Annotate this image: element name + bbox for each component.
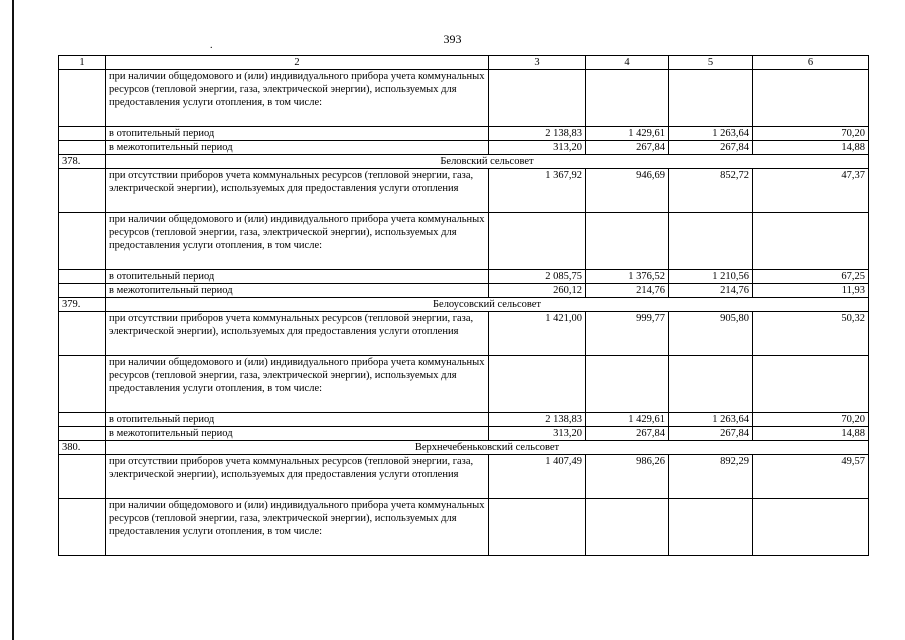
scan-dot: . bbox=[210, 40, 213, 51]
table-row bbox=[59, 356, 869, 413]
header-cell: 6 bbox=[753, 56, 869, 70]
row-label: при наличии общедомового и (или) индивидуального прибора учета коммунальных ресурсов (тепловой энергии, газа, электрической энергии), используемых для предоставления услуги отопления, в том числе: bbox=[106, 356, 489, 413]
value-cell: 1 376,52 bbox=[586, 270, 669, 284]
value-cell: 1 407,49 bbox=[489, 455, 586, 499]
section-row bbox=[59, 298, 869, 312]
table-row bbox=[59, 413, 869, 427]
value-cell: 986,26 bbox=[586, 455, 669, 499]
header-cell: 5 bbox=[669, 56, 753, 70]
scan-edge-bar bbox=[12, 0, 14, 640]
value-cell: 267,84 bbox=[586, 427, 669, 441]
row-label: при наличии общедомового и (или) индивидуального прибора учета коммунальных ресурсов (тепловой энергии, газа, электрической энергии), используемых для предоставления услуги отопления, в том числе: bbox=[106, 70, 489, 127]
section-number: 378. bbox=[59, 155, 106, 169]
row-label: при наличии общедомового и (или) индивидуального прибора учета коммунальных ресурсов (тепловой энергии, газа, электрической энергии), используемых для предоставления услуги отопления, в том числе: bbox=[106, 213, 489, 270]
table-row bbox=[59, 169, 869, 213]
row-label: при наличии общедомового и (или) индивидуального прибора учета коммунальных ресурсов (тепловой энергии, газа, электрической энергии), используемых для предоставления услуги отопления, в том числе: bbox=[106, 499, 489, 556]
value-cell: 892,29 bbox=[669, 455, 753, 499]
value-cell: 1 429,61 bbox=[586, 413, 669, 427]
value-cell: 2 085,75 bbox=[489, 270, 586, 284]
header-cell: 1 bbox=[59, 56, 106, 70]
table-row bbox=[59, 284, 869, 298]
value-cell: 260,12 bbox=[489, 284, 586, 298]
value-cell: 313,20 bbox=[489, 141, 586, 155]
section-title: Беловский сельсовет bbox=[106, 155, 869, 169]
header-cell: 4 bbox=[586, 56, 669, 70]
value-cell: 11,93 bbox=[753, 284, 869, 298]
table-row bbox=[59, 312, 869, 356]
value-cell: 905,80 bbox=[669, 312, 753, 356]
row-label: в межотопительный период bbox=[106, 284, 489, 298]
value-cell: 999,77 bbox=[586, 312, 669, 356]
value-cell: 2 138,83 bbox=[489, 413, 586, 427]
value-cell: 267,84 bbox=[669, 427, 753, 441]
value-cell: 70,20 bbox=[753, 127, 869, 141]
table-row bbox=[59, 455, 869, 499]
value-cell: 67,25 bbox=[753, 270, 869, 284]
value-cell: 1 421,00 bbox=[489, 312, 586, 356]
value-cell: 1 367,92 bbox=[489, 169, 586, 213]
value-cell: 70,20 bbox=[753, 413, 869, 427]
value-cell: 214,76 bbox=[586, 284, 669, 298]
table-row bbox=[59, 127, 869, 141]
value-cell: 946,69 bbox=[586, 169, 669, 213]
value-cell: 267,84 bbox=[669, 141, 753, 155]
header-row bbox=[59, 56, 869, 70]
row-label: в межотопительный период bbox=[106, 141, 489, 155]
value-cell: 1 210,56 bbox=[669, 270, 753, 284]
value-cell: 1 263,64 bbox=[669, 413, 753, 427]
table-row bbox=[59, 213, 869, 270]
value-cell: 852,72 bbox=[669, 169, 753, 213]
value-cell: 267,84 bbox=[586, 141, 669, 155]
row-label: в межотопительный период bbox=[106, 427, 489, 441]
section-title: Белоусовский сельсовет bbox=[106, 298, 869, 312]
section-row bbox=[59, 155, 869, 169]
value-cell: 1 429,61 bbox=[586, 127, 669, 141]
row-label: при отсутствии приборов учета коммунальных ресурсов (тепловой энергии, газа, электрической энергии), используемых для предоставления услуги отопления bbox=[106, 312, 489, 356]
value-cell: 50,32 bbox=[753, 312, 869, 356]
value-cell: 313,20 bbox=[489, 427, 586, 441]
section-row bbox=[59, 441, 869, 455]
value-cell: 14,88 bbox=[753, 427, 869, 441]
value-cell: 14,88 bbox=[753, 141, 869, 155]
value-cell: 2 138,83 bbox=[489, 127, 586, 141]
table-row bbox=[59, 70, 869, 127]
table-row bbox=[59, 499, 869, 556]
header-cell: 3 bbox=[489, 56, 586, 70]
section-number: 380. bbox=[59, 441, 106, 455]
row-label: в отопительный период bbox=[106, 413, 489, 427]
table-row bbox=[59, 427, 869, 441]
row-label: в отопительный период bbox=[106, 127, 489, 141]
tariff-table bbox=[58, 55, 869, 556]
row-label: при отсутствии приборов учета коммунальных ресурсов (тепловой энергии, газа, электрической энергии), используемых для предоставления услуги отопления bbox=[106, 455, 489, 499]
row-label: при отсутствии приборов учета коммунальных ресурсов (тепловой энергии, газа, электрической энергии), используемых для предоставления услуги отопления bbox=[106, 169, 489, 213]
row-label: в отопительный период bbox=[106, 270, 489, 284]
section-number: 379. bbox=[59, 298, 106, 312]
value-cell: 49,57 bbox=[753, 455, 869, 499]
table-row bbox=[59, 141, 869, 155]
table-row bbox=[59, 270, 869, 284]
value-cell: 47,37 bbox=[753, 169, 869, 213]
header-cell: 2 bbox=[106, 56, 489, 70]
page-number: 393 bbox=[443, 32, 462, 46]
section-title: Верхнечебеньковский сельсовет bbox=[106, 441, 869, 455]
value-cell: 214,76 bbox=[669, 284, 753, 298]
value-cell: 1 263,64 bbox=[669, 127, 753, 141]
